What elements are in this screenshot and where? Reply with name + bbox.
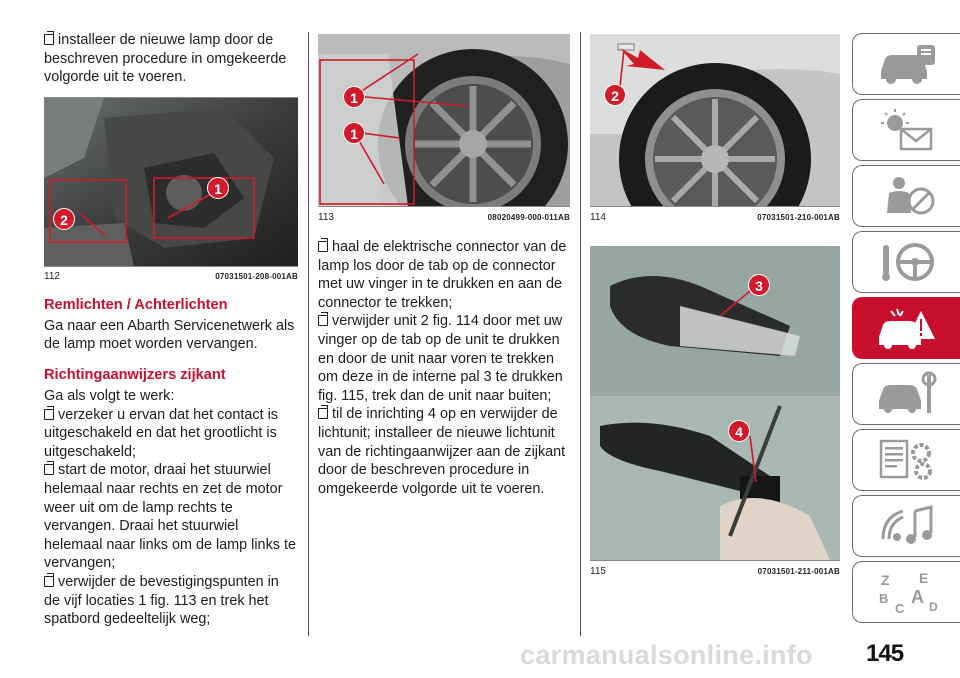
column-divider [308, 32, 309, 636]
step-item: verwijder unit 2 fig. 114 door met uw vinger op de tab op de unit te drukken en door de unit naar voren te trekken om deze in de interne pal 3 te drukken fig. 115, trek dan de unit naar buiten; [318, 313, 563, 404]
index-letter: A [910, 587, 924, 607]
figure-114-caption [590, 206, 840, 224]
column-divider [580, 32, 581, 636]
callout-1: 1 [343, 122, 365, 144]
index-letter: E [918, 570, 928, 586]
callout-1: 1 [207, 177, 229, 199]
section-body-rear-lights: Ga naar een Abarth Servicenetwerk als de lamp moet worden vervangen. [44, 317, 295, 353]
tab-emergency[interactable] [852, 297, 960, 359]
tab-specifications[interactable] [852, 429, 960, 491]
figure-113-photo [318, 34, 570, 206]
callout-3: 3 [748, 274, 770, 296]
headlamp-assembly-illustration [44, 98, 298, 266]
figure-113-caption [318, 206, 570, 224]
maintenance-car-icon [875, 371, 939, 417]
checkbox-bullet-icon [318, 408, 328, 419]
figure-number: 112 [44, 271, 60, 283]
checkbox-bullet-icon [44, 576, 54, 587]
front-wheel-illustration [590, 34, 840, 206]
column-3 [590, 0, 840, 578]
safety-airbag-icon [875, 173, 939, 219]
step-item: verzeker u ervan dat het contact is uitgeschakeld en dat het grootlicht is uitgeschakeld; [44, 406, 278, 460]
figure-114-photo [590, 34, 840, 206]
tab-warning-lights[interactable] [852, 99, 960, 161]
column-2 [318, 0, 570, 498]
tab-safety[interactable] [852, 165, 960, 227]
figure-114 [590, 34, 840, 224]
emergency-car-icon [875, 305, 939, 351]
tab-dashboard[interactable] [852, 33, 960, 95]
figure-number: 114 [590, 211, 606, 223]
section-heading-side-indicators: Richtingaanwijzers zijkant [44, 366, 226, 383]
figure-112-photo [44, 98, 298, 266]
callout-4: 4 [728, 420, 750, 442]
step-item: start de motor, draai het stuurwiel helemaal naar rechts en zet de motor weer uit om de lamp rechts te vervangen. Draai het stuurwiel helemaal naar links om de lamp links te vervangen; [44, 462, 296, 572]
side-indicator-unit-illustration [590, 246, 840, 560]
callout-2: 2 [53, 208, 75, 230]
multimedia-icon [875, 503, 939, 549]
index-letter: B [878, 591, 888, 606]
watermark: carmanualsonline.info [520, 640, 813, 670]
index-letter: D [928, 600, 938, 614]
figure-code: 07031501-211-001AB [757, 566, 840, 576]
tab-maintenance[interactable] [852, 363, 960, 425]
column-1 [44, 0, 298, 629]
intro-paragraph: installeer de nieuwe lamp door de beschreven procedure in omgekeerde volgorde uit te voeren. [44, 32, 287, 86]
step-item: til de inrichting 4 op en verwijder de lichtunit; installeer de nieuwe lichtunit van de richtingaanwijzer aan de zijkant door de beschreven procedure in omgekeerde volgorde uit te voeren. [318, 406, 566, 497]
figure-code: 08020499-000-011AB [487, 212, 570, 222]
step-item: haal de elektrische connector van de lamp los door de tab op de connector met uw vinger in te drukken en aan de connector te trekken; [318, 239, 567, 311]
wheel-arch-illustration [318, 34, 570, 206]
steering-wheel-key-icon [875, 239, 939, 285]
figure-115-caption [590, 560, 840, 578]
callout-2: 2 [604, 84, 626, 106]
figure-code: 07031501-210-001AB [757, 212, 840, 222]
checkbox-bullet-icon [44, 464, 54, 475]
callout-1: 1 [343, 86, 365, 108]
figure-112-caption [44, 266, 298, 284]
figure-number: 115 [590, 565, 606, 577]
step-item: verwijder de bevestigingspunten in de vijf locaties 1 fig. 113 en trek het spatbord gedeeltelijk weg; [44, 573, 279, 628]
figure-code: 07031501-208-001AB [215, 272, 298, 282]
warning-lights-icon [875, 107, 939, 153]
figure-115-photo [590, 246, 840, 560]
section-heading-rear-lights: Remlichten / Achterlichten [44, 296, 228, 313]
checkbox-bullet-icon [44, 34, 54, 45]
page-number: 145 [866, 640, 904, 667]
section-body-side-indicators: Ga als volgt te werk: [44, 387, 175, 404]
figure-115 [590, 246, 840, 578]
figure-112 [44, 97, 298, 284]
checkbox-bullet-icon [44, 409, 54, 420]
tab-starting-driving[interactable] [852, 231, 960, 293]
index-letters-icon [875, 569, 939, 615]
checkbox-bullet-icon [318, 241, 328, 252]
checkbox-bullet-icon [318, 315, 328, 326]
index-letter: Z [880, 572, 890, 588]
figure-113 [318, 34, 570, 224]
dashboard-car-icon [875, 41, 939, 87]
figure-number: 113 [318, 211, 334, 223]
index-letter: C [894, 601, 904, 615]
tab-multimedia[interactable] [852, 495, 960, 557]
specifications-gear-icon [875, 437, 939, 483]
tab-index[interactable] [852, 561, 960, 623]
chapter-tabs [852, 33, 960, 627]
